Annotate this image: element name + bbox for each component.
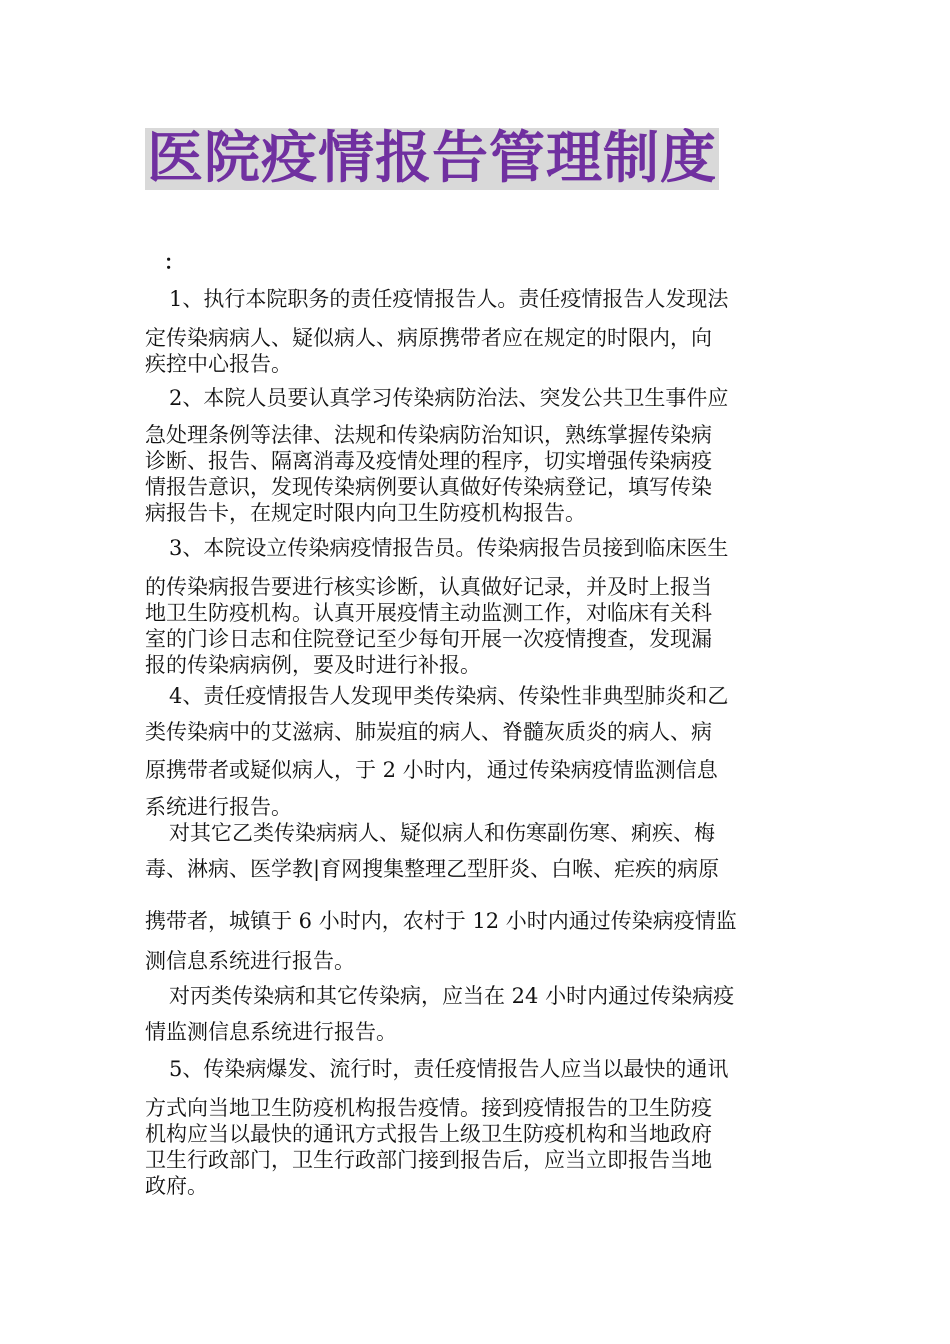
paragraph-line: 报的传染病病例，要及时进行补报。 xyxy=(145,653,481,677)
paragraph-line: 类传染病中的艾滋病、肺炭疽的病人、脊髓灰质炎的病人、病 xyxy=(145,720,712,744)
paragraph-line: 方式向当地卫生防疫机构报告疫情。接到疫情报告的卫生防疫 xyxy=(145,1096,712,1120)
paragraph-line: 情监测信息系统进行报告。 xyxy=(145,1020,397,1044)
paragraph-1 xyxy=(145,285,807,377)
paragraph-line: 病报告卡，在规定时限内向卫生防疫机构报告。 xyxy=(145,501,586,525)
paragraph-line: 诊断、报告、隔离消毒及疫情处理的程序，切实增强传染病疫 xyxy=(145,449,712,473)
paragraph-line: 携带者，城镇于 6 小时内，农村于 12 小时内通过传染病疫情监 xyxy=(145,909,737,933)
colon-mark: ： xyxy=(164,250,184,274)
paragraph-line: 疾控中心报告。 xyxy=(145,352,292,376)
paragraph-line: 的传染病报告要进行核实诊断，认真做好记录，并及时上报当 xyxy=(145,575,712,599)
paragraph-line: 测信息系统进行报告。 xyxy=(145,949,355,973)
paragraph-line: 地卫生防疫机构。认真开展疫情主动监测工作，对临床有关科 xyxy=(145,601,712,625)
paragraph-4c xyxy=(145,982,807,1046)
paragraph-line: 情报告意识，发现传染病例要认真做好传染病登记，填写传染 xyxy=(145,475,712,499)
paragraph-3 xyxy=(145,534,807,678)
paragraph-line: 对其它乙类传染病病人、疑似病人和伤寒副伤寒、痢疾、梅 xyxy=(169,821,715,845)
paragraph-line: 政府。 xyxy=(145,1174,208,1198)
paragraph-line: 卫生行政部门，卫生行政部门接到报告后，应当立即报告当地 xyxy=(145,1148,712,1172)
paragraph-line: 4、责任疫情报告人发现甲类传染病、传染性非典型肺炎和乙 xyxy=(169,684,729,708)
paragraph-line: 3、本院设立传染病疫情报告员。传染病报告员接到临床医生 xyxy=(169,536,729,560)
paragraph-line: 系统进行报告。 xyxy=(145,795,292,819)
paragraph-line: 对丙类传染病和其它传染病，应当在 24 小时内通过传染病疫 xyxy=(169,984,735,1008)
page-title: 医院疫情报告管理制度 xyxy=(147,126,717,191)
paragraph-line: 毒、淋病、医学教|育网搜集整理乙型肝炎、白喉、疟疾的病原 xyxy=(145,857,720,881)
paragraph-line: 2、本院人员要认真学习传染病防治法、突发公共卫生事件应 xyxy=(169,386,729,410)
paragraph-4b xyxy=(145,819,807,975)
paragraph-line: 机构应当以最快的通讯方式报告上级卫生防疫机构和当地政府 xyxy=(145,1122,712,1146)
paragraph-line: 原携带者或疑似病人，于 2 小时内，通过传染病疫情监测信息 xyxy=(145,758,718,782)
paragraph-2 xyxy=(145,384,807,526)
paragraph-line: 急处理条例等法律、法规和传染病防治知识，熟练掌握传染病 xyxy=(145,423,712,447)
paragraph-line: 1、执行本院职务的责任疫情报告人。责任疫情报告人发现法 xyxy=(169,287,729,311)
paragraph-line: 定传染病病人、疑似病人、病原携带者应在规定的时限内，向 xyxy=(145,326,712,350)
paragraph-4 xyxy=(145,682,807,820)
paragraph-line: 5、传染病爆发、流行时，责任疫情报告人应当以最快的通讯 xyxy=(169,1057,729,1081)
paragraph-line: 室的门诊日志和住院登记至少每旬开展一次疫情搜查，发现漏 xyxy=(145,627,712,651)
paragraph-5 xyxy=(145,1055,807,1199)
